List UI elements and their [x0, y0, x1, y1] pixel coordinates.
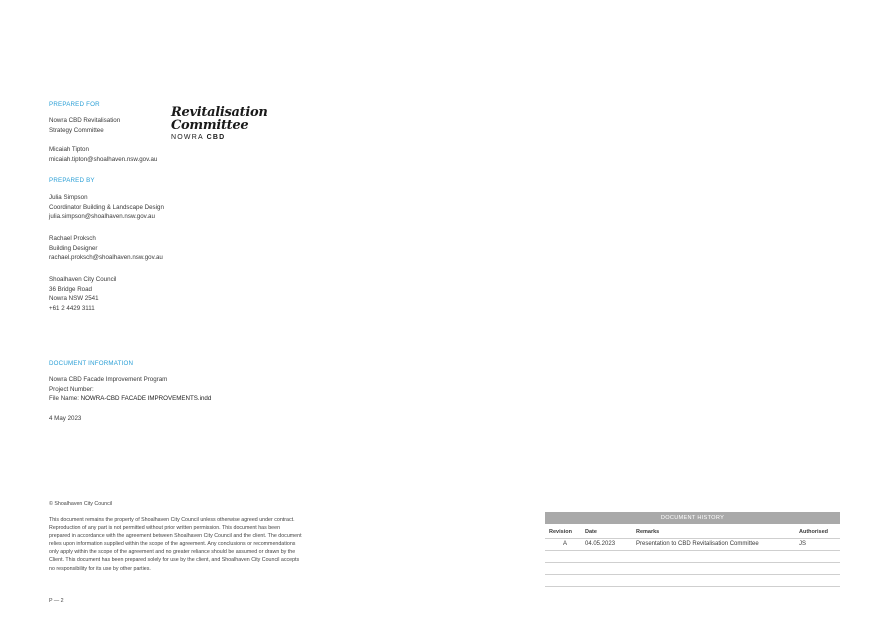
table-header-row: [545, 524, 840, 539]
council-block: [49, 275, 116, 313]
council-address2: Nowra NSW 2541: [49, 295, 99, 303]
person1-name: Julia Simpson: [49, 194, 88, 201]
person1-title: Coordinator Building & Landscape Design: [49, 203, 164, 211]
table-row-empty: [545, 563, 840, 575]
council-phone: +61 2 4429 3111: [49, 304, 95, 312]
person2-block: [49, 234, 163, 263]
document-date: 4 May 2023: [49, 415, 82, 422]
logo-line1: Revitalisation: [171, 105, 268, 120]
prepared-for-org-line2: Strategy Committee: [49, 126, 104, 134]
disclaimer-line: prepared in accordance with the agreement between Shoalhaven City Council and the client. The document: [49, 533, 302, 540]
file-name-label: File Name:: [49, 395, 81, 403]
cell-remarks: Presentation to CBD Revitalisation Committee: [636, 541, 759, 547]
person2-email: rachael.proksch@shoalhaven.nsw.gov.au: [49, 254, 163, 262]
prepared-for-heading: PREPARED FOR: [49, 101, 100, 108]
contact-email: micaiah.tipton@shoalhaven.nsw.gov.au: [49, 155, 158, 163]
council-address1: 36 Bridge Road: [49, 285, 92, 293]
document-history-table: [545, 512, 840, 587]
column-header-date: Date: [585, 529, 597, 535]
prepared-for-org-line1: Nowra CBD Revitalisation: [49, 117, 121, 124]
council-name: Shoalhaven City Council: [49, 276, 117, 283]
prepared-by-heading: PREPARED BY: [49, 177, 95, 184]
disclaimer-line: Reproduction of any part is not permitted without prior written permission. This document has been: [49, 525, 281, 532]
table-row-empty: [545, 551, 840, 563]
logo-sub-bold: CBD: [206, 134, 226, 141]
disclaimer-line: Client. This document has been prepared solely for use by the client, and Shoalhaven City Council accepts: [49, 557, 300, 564]
person1-block: [49, 193, 164, 222]
column-header-remarks: Remarks: [636, 529, 660, 535]
document-information-block: [49, 375, 211, 404]
column-header-authorised: Authorised: [799, 529, 829, 535]
project-number: Project Number:: [49, 385, 94, 393]
page-number: P — 2: [49, 598, 64, 604]
copyright: © Shoalhaven City Council: [49, 501, 113, 507]
table-row-empty: [545, 575, 840, 587]
disclaimer-line: This document remains the property of Shoalhaven City Council unless otherwise agreed under contract.: [49, 517, 295, 523]
disclaimer-line: only apply within the scope of the agreement and no greater reliance should be assumed or drawn by the: [49, 549, 296, 556]
cell-revision: A: [563, 541, 568, 547]
prepared-for-contact: [49, 145, 157, 164]
person1-email: julia.simpson@shoalhaven.nsw.gov.au: [49, 213, 155, 221]
logo-sub-prefix: NOWRA: [171, 134, 207, 141]
revitalisation-committee-logo: [171, 106, 267, 141]
disclaimer-line: no responsibility for its use by other parties.: [49, 565, 151, 572]
logo-subtitle: [171, 134, 267, 141]
table-row: [545, 539, 840, 551]
cell-date: 04.05.2023: [585, 541, 616, 547]
document-history-title: DOCUMENT HISTORY: [545, 512, 840, 524]
file-name-line: [49, 394, 211, 404]
person2-title: Building Designer: [49, 244, 98, 252]
document-information-heading: DOCUMENT INFORMATION: [49, 360, 134, 367]
logo-line2: Committee: [171, 118, 249, 133]
disclaimer: [49, 516, 379, 573]
contact-name: Micaiah Tipton: [49, 146, 89, 153]
column-header-revision: Revision: [549, 529, 572, 535]
person2-name: Rachael Proksch: [49, 235, 96, 242]
disclaimer-line: relies upon information supplied within the scope of the agreement. Any conclusions or recommendations: [49, 541, 296, 548]
program-name: Nowra CBD Facade Improvement Program: [49, 376, 168, 383]
cell-authorised: JS: [799, 541, 807, 547]
file-name: NOWRA-CBD FACADE IMPROVEMENTS.indd: [80, 395, 212, 403]
prepared-for-block: [49, 116, 120, 135]
